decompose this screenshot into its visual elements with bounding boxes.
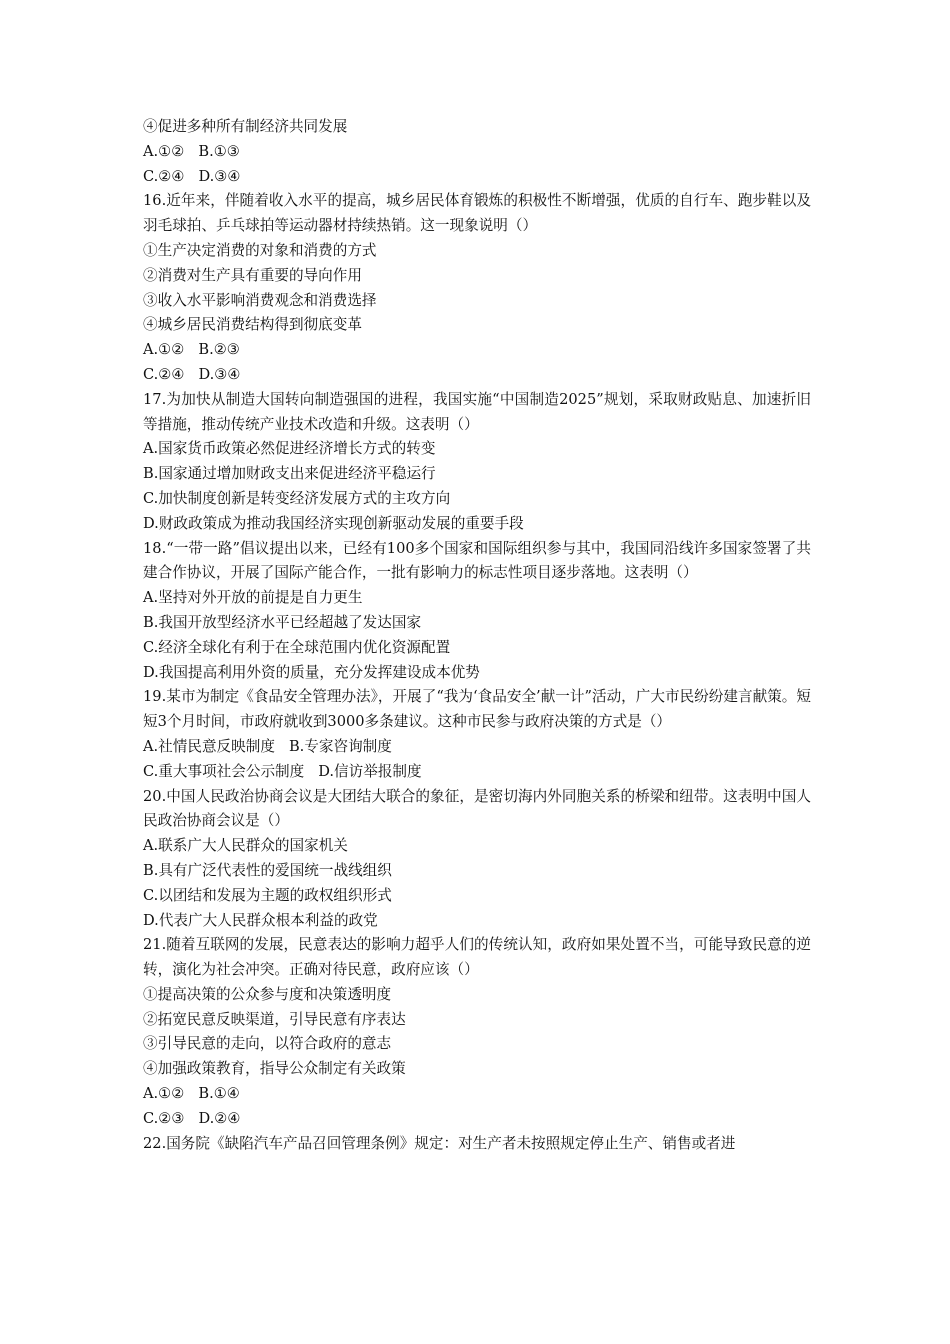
- q19-option-a: A.社情民意反映制度: [143, 737, 275, 755]
- q16-item-4: ④城乡居民消费结构得到彻底变革: [143, 316, 362, 334]
- q21-item-2: ②拓宽民意反映渠道，引导民意有序表达: [143, 1010, 406, 1028]
- q19-stem: 19.某市为制定《食品安全管理办法》，开展了“我为‘食品安全’献一计”活动，广大市民纷纷建言献策。短短3个月时间，市政府就收到3000多条建议。这种市民参与政府决策的方式是（）: [143, 688, 811, 731]
- q21-options-row-1: [143, 1082, 811, 1107]
- q15-option-a: A.①②: [143, 142, 185, 160]
- q19-option-d: D.信访举报制度: [318, 762, 422, 780]
- q21-options-row-2: [143, 1107, 811, 1132]
- q20-option-b: B.具有广泛代表性的爱国统一战线组织: [143, 861, 392, 879]
- q22-stem: 22.国务院《缺陷汽车产品召回管理条例》规定：对生产者未按照规定停止生产、销售或者进: [143, 1134, 736, 1152]
- q19-option-c: C.重大事项社会公示制度: [143, 762, 305, 780]
- q21-item-1: ①提高决策的公众参与度和决策透明度: [143, 985, 392, 1003]
- q21-option-a: A.①②: [143, 1085, 185, 1103]
- q21-option-b: B.①④: [198, 1085, 240, 1103]
- q16-stem: 16.近年来，伴随着收入水平的提高，城乡居民体育锻炼的积极性不断增强，优质的自行车、跑步鞋以及羽毛球拍、乒乓球拍等运动器材持续热销。这一现象说明（）: [143, 192, 811, 235]
- q16-options-row-2: [143, 363, 811, 388]
- q21-stem: 21.随着互联网的发展，民意表达的影响力超乎人们的传统认知，政府如果处置不当，可能导致民意的逆转，演化为社会冲突。正确对待民意，政府应该（）: [143, 936, 811, 979]
- q20-stem: 20.中国人民政治协商会议是大团结大联合的象征，是密切海内外同胞关系的桥梁和纽带。这表明中国人民政治协商会议是（）: [143, 787, 811, 830]
- q17-option-d: D.财政政策成为推动我国经济实现创新驱动发展的重要手段: [143, 514, 524, 532]
- q17-option-b: B.国家通过增加财政支出来促进经济平稳运行: [143, 465, 436, 483]
- q18-option-c: C.经济全球化有利于在全球范围内优化资源配置: [143, 638, 451, 656]
- q16-option-a: A.①②: [143, 341, 185, 359]
- q19-options-row-1: [143, 735, 811, 760]
- q15-option-d: D.③④: [198, 167, 241, 185]
- q17-option-a: A.国家货币政策必然促进经济增长方式的转变: [143, 440, 436, 458]
- q17-option-c: C.加快制度创新是转变经济发展方式的主攻方向: [143, 489, 451, 507]
- q15-item-4: ④促进多种所有制经济共同发展: [143, 118, 348, 135]
- q16-option-d: D.③④: [198, 365, 241, 383]
- q19-option-b: B.专家咨询制度: [288, 737, 392, 755]
- q16-option-c: C.②④: [143, 365, 185, 383]
- document-page: [143, 115, 811, 1156]
- q19-options-row-2: [143, 760, 811, 785]
- q18-option-a: A.坚持对外开放的前提是自力更生: [143, 589, 363, 607]
- q16-item-2: ②消费对生产具有重要的导向作用: [143, 266, 362, 284]
- q16-item-3: ③收入水平影响消费观念和消费选择: [143, 291, 377, 309]
- q21-item-3: ③引导民意的走向，以符合政府的意志: [143, 1035, 392, 1053]
- q20-option-c: C.以团结和发展为主题的政权组织形式: [143, 886, 392, 904]
- q16-item-1: ①生产决定消费的对象和消费的方式: [143, 241, 377, 259]
- q15-options-row-2: [143, 165, 811, 190]
- q15-option-c: C.②④: [143, 167, 185, 185]
- q18-option-d: D.我国提高利用外资的质量，充分发挥建设成本优势: [143, 663, 480, 681]
- q18-option-b: B.我国开放型经济水平已经超越了发达国家: [143, 613, 422, 631]
- q21-option-c: C.②③: [143, 1109, 185, 1127]
- q17-stem: 17.为加快从制造大国转向制造强国的进程，我国实施“中国制造2025”规划，采取财政贴息、加速折旧等措施，推动传统产业技术改造和升级。这表明（）: [143, 390, 811, 433]
- q16-options-row-1: [143, 338, 811, 363]
- q20-option-a: A.联系广大人民群众的国家机关: [143, 837, 348, 855]
- q21-option-d: D.②④: [198, 1109, 241, 1127]
- q15-option-b: B.①③: [198, 142, 240, 160]
- q21-item-4: ④加强政策教育，指导公众制定有关政策: [143, 1060, 406, 1078]
- q18-stem: 18.“一带一路”倡议提出以来，已经有100多个国家和国际组织参与其中，我国同沿线许多国家签署了共建合作协议，开展了国际产能合作，一批有影响力的标志性项目逐步落地。这表明（）: [143, 539, 811, 582]
- q20-option-d: D.代表广大人民群众根本利益的政党: [143, 911, 378, 929]
- q16-option-b: B.②③: [198, 341, 240, 359]
- q15-options-row-1: [143, 140, 811, 165]
